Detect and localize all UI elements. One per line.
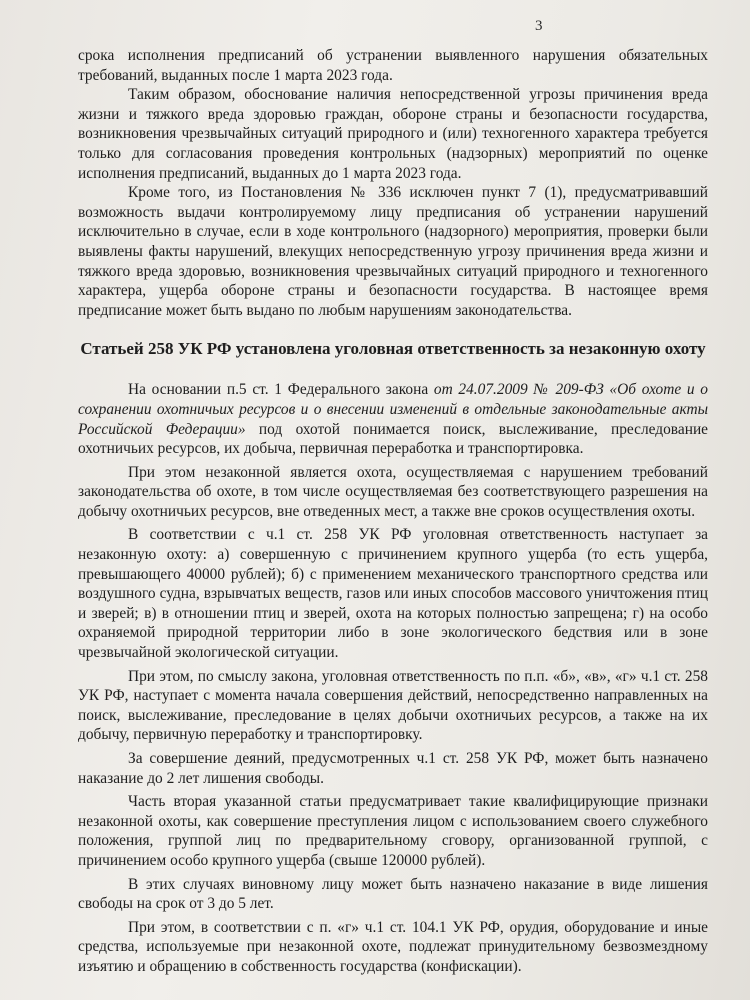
intro-rest: под охотой понимается поиск, выслеживание, преследование охотничьих ресурсов, их добыча, первичная переработка и транспортировка. [78, 420, 709, 458]
paragraph: Часть вторая указанной статьи предусматривает такие квалифицирующие признаки незаконной охоты, как совершение преступления лицом с использованием своего служебного положения, группой лиц по предварительному сговору, организованной группой, с причинением особо крупного ущерба (свыше 120000 рублей). [78, 793, 708, 869]
paragraph: При этом, в соответствии с п. «г» ч.1 ст. 104.1 УК РФ, орудия, оборудование и иные средства, используемые при незаконной охоте, подлежат принудительному безвозмездному изъятию и обращению в собственность государства (конфискации). [78, 918, 708, 975]
law-reference: от 24.07.2009 № 209-ФЗ «Об охоте и о сохранении охотничьих ресурсов и о внесении изменений в отдельные законодательные акты Российской Федерации» [78, 381, 708, 438]
paragraph: В соответствии с ч.1 ст. 258 УК РФ уголовная ответственность наступает за незаконную охоту: а) совершенную с причинением крупного ущерба (то есть ущерба, превышающего 40000 рублей); б) с применением механического транспортного средства или воздушного судна, взрывчатых веществ, газов или иных способов массового уничтожения птиц и зверей; в) в отношении птиц и зверей, охота на которых полностью запрещена; г) на особо охраняемой природной территории либо в зоне экологического бедствия или в зоне чрезвычайной экологической ситуации. [78, 526, 708, 662]
document-body [78, 46, 708, 977]
paragraph: За совершение деяний, предусмотренных ч.1 ст. 258 УК РФ, может быть назначено наказание до 2 лет лишения свободы. [78, 750, 708, 787]
paragraph: При этом, по смыслу закона, уголовная ответственность по п.п. «б», «в», «г» ч.1 ст. 258 УК РФ, наступает с момента начала совершения действий, непосредственно направленных на поиск, выслеживание, преследование в целях добычи охотничьих ресурсов, а также на их добычу, первичную переработку и транспортировку. [78, 667, 708, 744]
paragraph-intro [78, 380, 708, 458]
paragraph-continuation: срока исполнения предписаний об устранении выявленного нарушения обязательных требований, выданных после 1 марта 2023 года. [78, 47, 708, 84]
page-number: 3 [535, 18, 543, 34]
paragraph: Кроме того, из Постановления № 336 исключен пункт 7 (1), предусматривавший возможность выдачи контролируемому лицу предписания об устранении нарушений исключительно в случае, если в ходе контрольного (надзорного) мероприятия, проверки были выявлены факты нарушений, влекущих непосредственную угрозу причинения вреда жизни и тяжкого вреда здоровью, возникновения чрезвычайных ситуаций природного и техногенного характера, ущерба обороне страны и безопасности государства. В настоящее время предписание может быть выдано по любым нарушениям законодательства. [78, 184, 708, 319]
section-heading: Статьей 258 УК РФ установлена уголовная ответственность за незаконную охоту [80, 339, 706, 359]
intro-lead: На основании п.5 ст. 1 Федерального закона [128, 381, 429, 399]
paragraph: В этих случаях виновному лицу может быть назначено наказание в виде лишения свободы на срок от 3 до 5 лет. [78, 875, 708, 913]
paragraph: При этом незаконной является охота, осуществляемая с нарушением требований законодательства об охоте, в том числе осуществляемая без соответствующего разрешения на добычу охотничьих ресурсов, вне отведенных мест, а также вне сроков осуществления охоты. [78, 463, 708, 520]
paragraph: Таким образом, обоснование наличия непосредственной угрозы причинения вреда жизни и тяжкого вреда здоровью граждан, обороне страны и безопасности государства, возникновения чрезвычайных ситуаций природного и (или) техногенного характера требуется только для согласования проведения контрольных (надзорных) мероприятий по оценке исполнения предписаний, выданных до 1 марта 2023 года. [78, 86, 708, 182]
